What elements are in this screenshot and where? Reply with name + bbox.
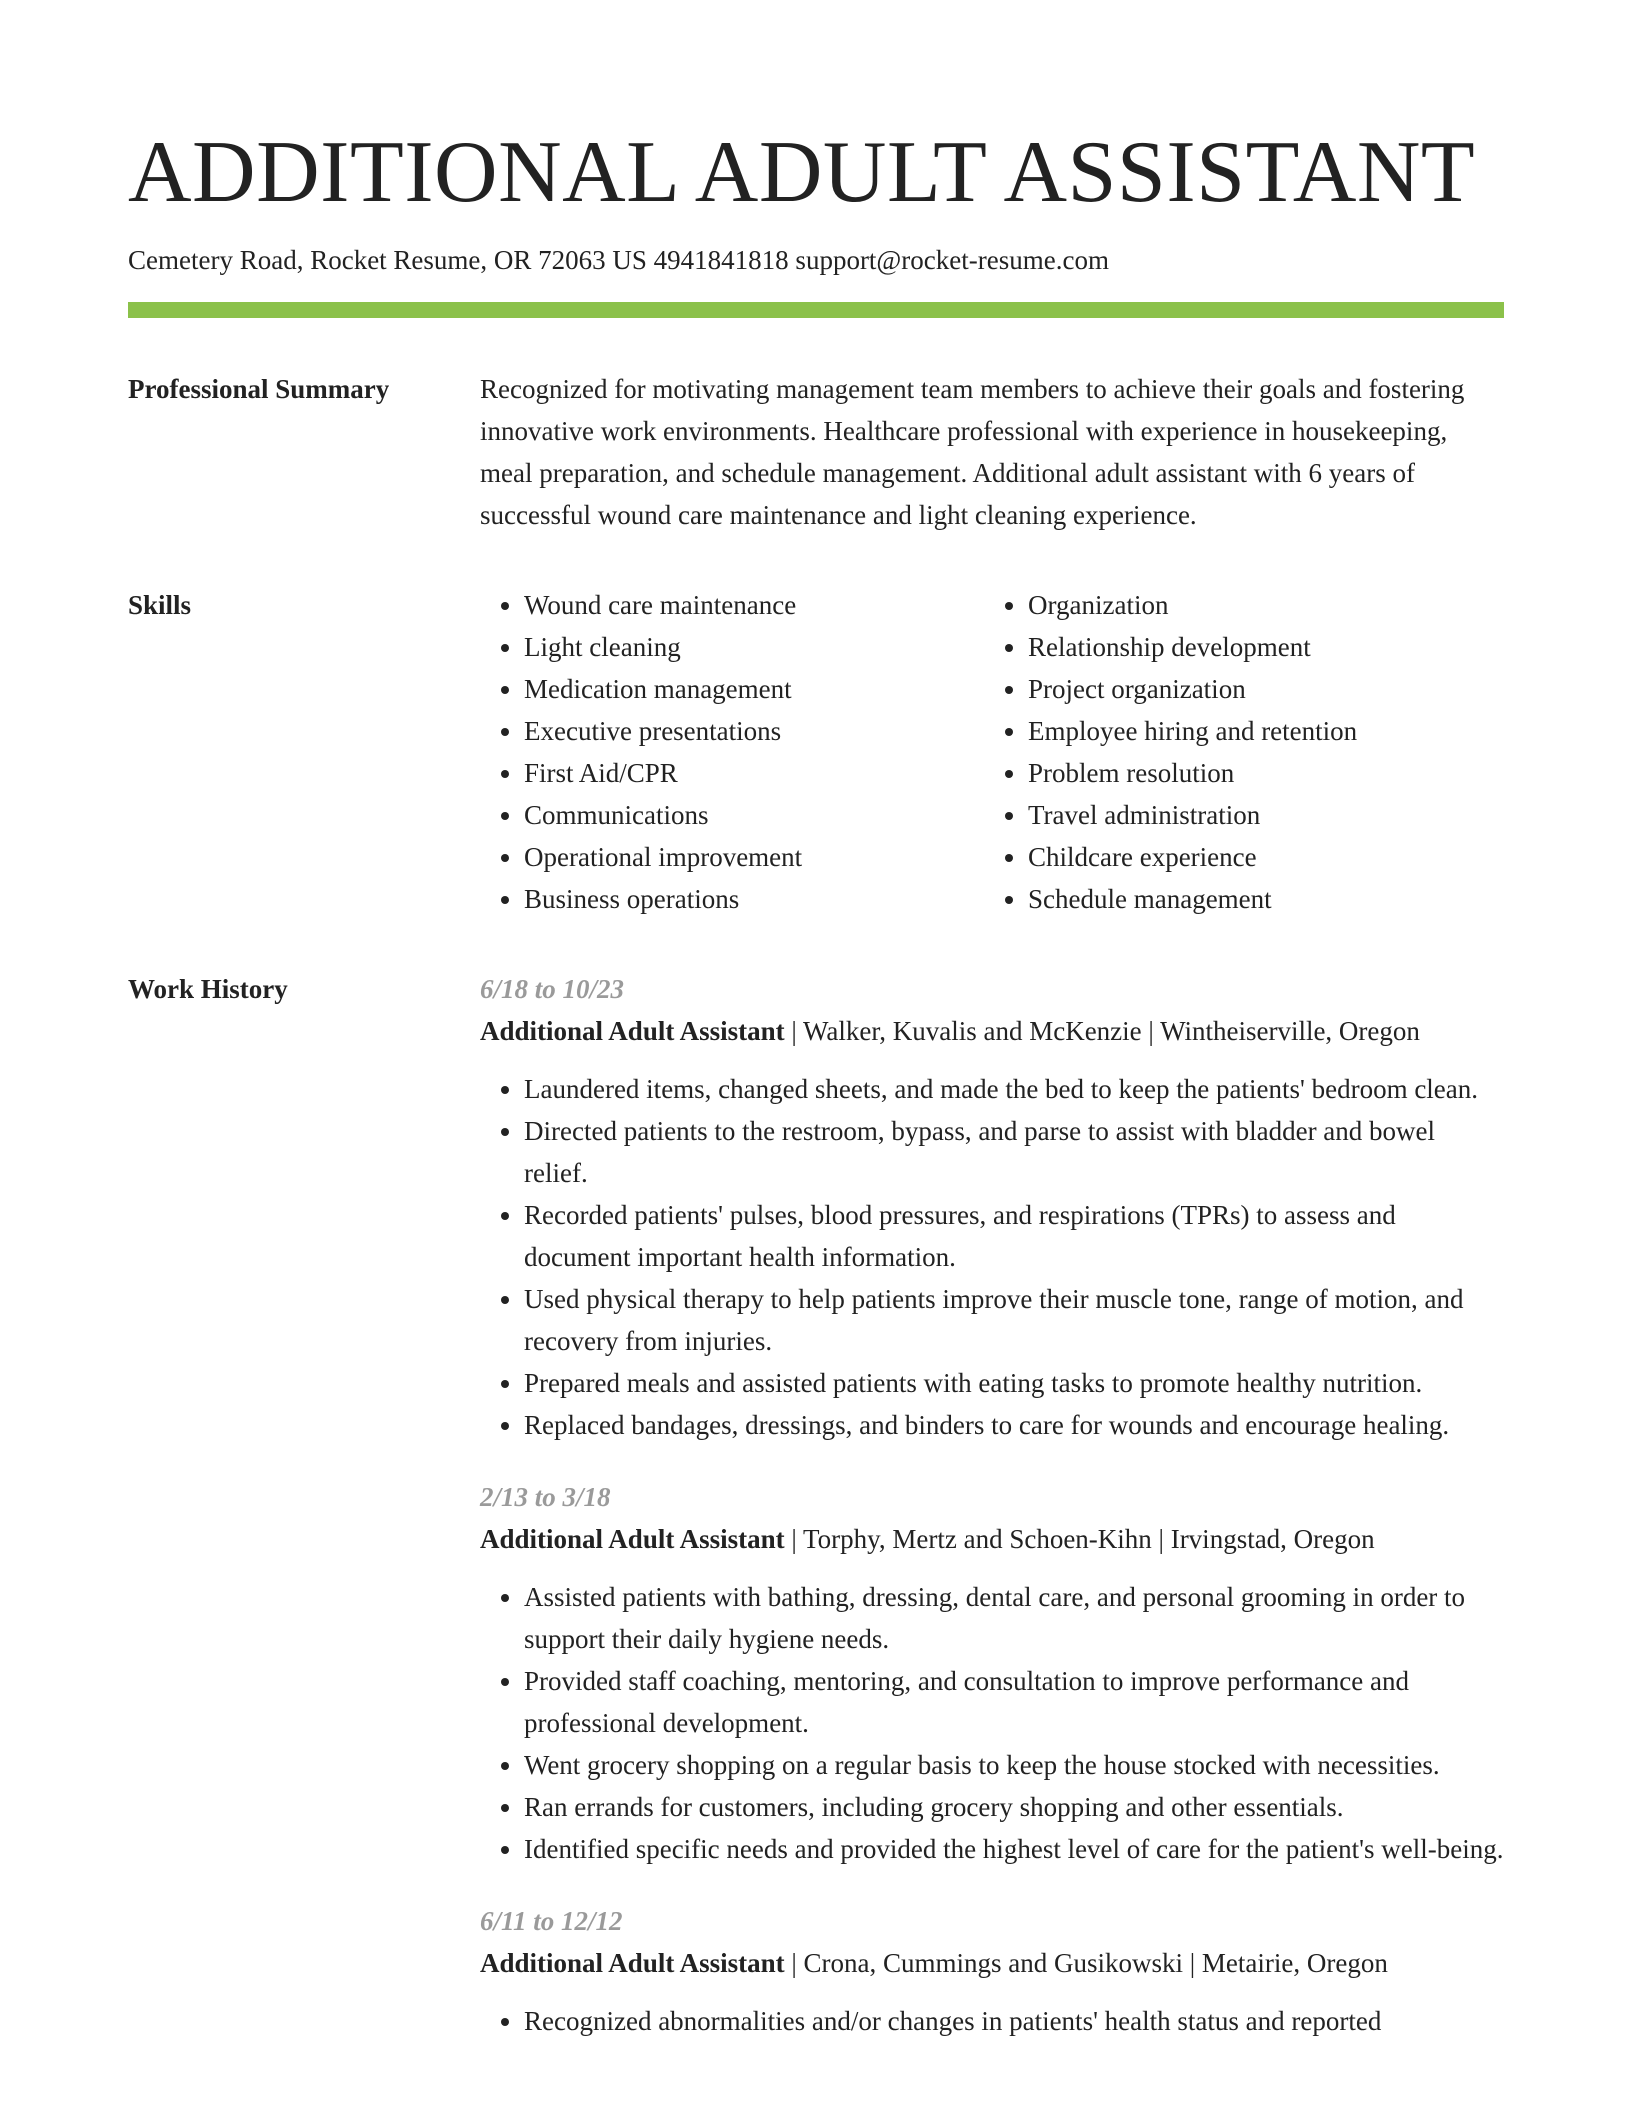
skill-item: • First Aid/CPR xyxy=(524,752,984,794)
job-entry xyxy=(480,1476,1504,1870)
job-company-location: | Walker, Kuvalis and McKenzie | Wintheiserville, Oregon xyxy=(784,1016,1420,1046)
skill-item: • Medication management xyxy=(524,668,984,710)
job-duties xyxy=(480,1068,1504,1446)
job-dates: 2/13 to 3/18 xyxy=(480,1482,611,1512)
work-history-section xyxy=(128,968,1504,2072)
skills-list-left xyxy=(480,584,984,920)
skill-item: • Organization xyxy=(1028,584,1488,626)
duty-item: • Ran errands for customers, including grocery shopping and other essentials. xyxy=(524,1786,1504,1828)
job-title: Additional Adult Assistant xyxy=(480,1524,785,1554)
job-dates: 6/11 to 12/12 xyxy=(480,1906,623,1936)
job-entry xyxy=(480,968,1504,1446)
duty-item: • Used physical therapy to help patients improve their muscle tone, range of motion, and recovery from injuries. xyxy=(524,1278,1504,1362)
candidate-name: ADDITIONAL ADULT ASSISTANT xyxy=(128,124,1476,221)
skill-item: • Light cleaning xyxy=(524,626,984,668)
duty-item: • Recorded patients' pulses, blood pressures, and respirations (TPRs) to assess and document important health information. xyxy=(524,1194,1504,1278)
header-divider xyxy=(128,302,1504,318)
job-company-location: | Torphy, Mertz and Schoen-Kihn | Irvingstad, Oregon xyxy=(784,1524,1375,1554)
skills-section xyxy=(128,584,1504,920)
contact-line: Cemetery Road, Rocket Resume, OR 72063 US 4941841818 support@rocket-resume.com xyxy=(128,245,1109,275)
duty-item: • Identified specific needs and provided the highest level of care for the patient's well-being. xyxy=(524,1828,1504,1870)
duty-item: • Provided staff coaching, mentoring, and consultation to improve performance and professional development. xyxy=(524,1660,1504,1744)
skill-item: • Operational improvement xyxy=(524,836,984,878)
skill-item: • Problem resolution xyxy=(1028,752,1488,794)
duty-item: • Directed patients to the restroom, bypass, and parse to assist with bladder and bowel relief. xyxy=(524,1110,1504,1194)
duty-item: • Replaced bandages, dressings, and binders to care for wounds and encourage healing. xyxy=(524,1404,1504,1446)
skill-item: • Employee hiring and retention xyxy=(1028,710,1488,752)
skill-item: • Childcare experience xyxy=(1028,836,1488,878)
skill-item: • Schedule management xyxy=(1028,878,1488,920)
skills-heading: Skills xyxy=(128,590,192,620)
job-duties xyxy=(480,1576,1504,1870)
skill-item: • Wound care maintenance xyxy=(524,584,984,626)
job-entry xyxy=(480,1900,1504,2042)
duty-item: • Assisted patients with bathing, dressing, dental care, and personal grooming in order to support their daily hygiene needs. xyxy=(524,1576,1504,1660)
job-company-location: | Crona, Cummings and Gusikowski | Metairie, Oregon xyxy=(784,1948,1388,1978)
skill-item: • Relationship development xyxy=(1028,626,1488,668)
job-duties xyxy=(480,2000,1504,2042)
skill-item: • Project organization xyxy=(1028,668,1488,710)
work-history-heading: Work History xyxy=(128,974,288,1004)
summary-section xyxy=(128,368,1504,536)
job-title: Additional Adult Assistant xyxy=(480,1016,785,1046)
duty-item: • Prepared meals and assisted patients with eating tasks to promote healthy nutrition. xyxy=(524,1362,1504,1404)
duty-item: • Went grocery shopping on a regular basis to keep the house stocked with necessities. xyxy=(524,1744,1504,1786)
job-title: Additional Adult Assistant xyxy=(480,1948,785,1978)
skill-item: • Travel administration xyxy=(1028,794,1488,836)
job-title-line xyxy=(480,1010,1504,1052)
duty-item: • Laundered items, changed sheets, and made the bed to keep the patients' bedroom clean. xyxy=(524,1068,1504,1110)
resume-page xyxy=(128,0,1504,2072)
job-dates: 6/18 to 10/23 xyxy=(480,974,625,1004)
skill-item: • Business operations xyxy=(524,878,984,920)
skill-item: • Executive presentations xyxy=(524,710,984,752)
summary-text: Recognized for motivating management team members to achieve their goals and fostering innovative work environments. Healthcare professional with experience in housekeeping, meal preparation, and schedule management. Additional adult assistant with 6 years of successful wound care maintenance and light cleaning experience. xyxy=(480,374,1465,530)
job-title-line xyxy=(480,1518,1504,1560)
duty-item: • Recognized abnormalities and/or changes in patients' health status and reported xyxy=(524,2000,1504,2042)
skills-list-right xyxy=(984,584,1488,920)
skill-item: • Communications xyxy=(524,794,984,836)
job-title-line xyxy=(480,1942,1504,1984)
summary-heading: Professional Summary xyxy=(128,374,390,404)
